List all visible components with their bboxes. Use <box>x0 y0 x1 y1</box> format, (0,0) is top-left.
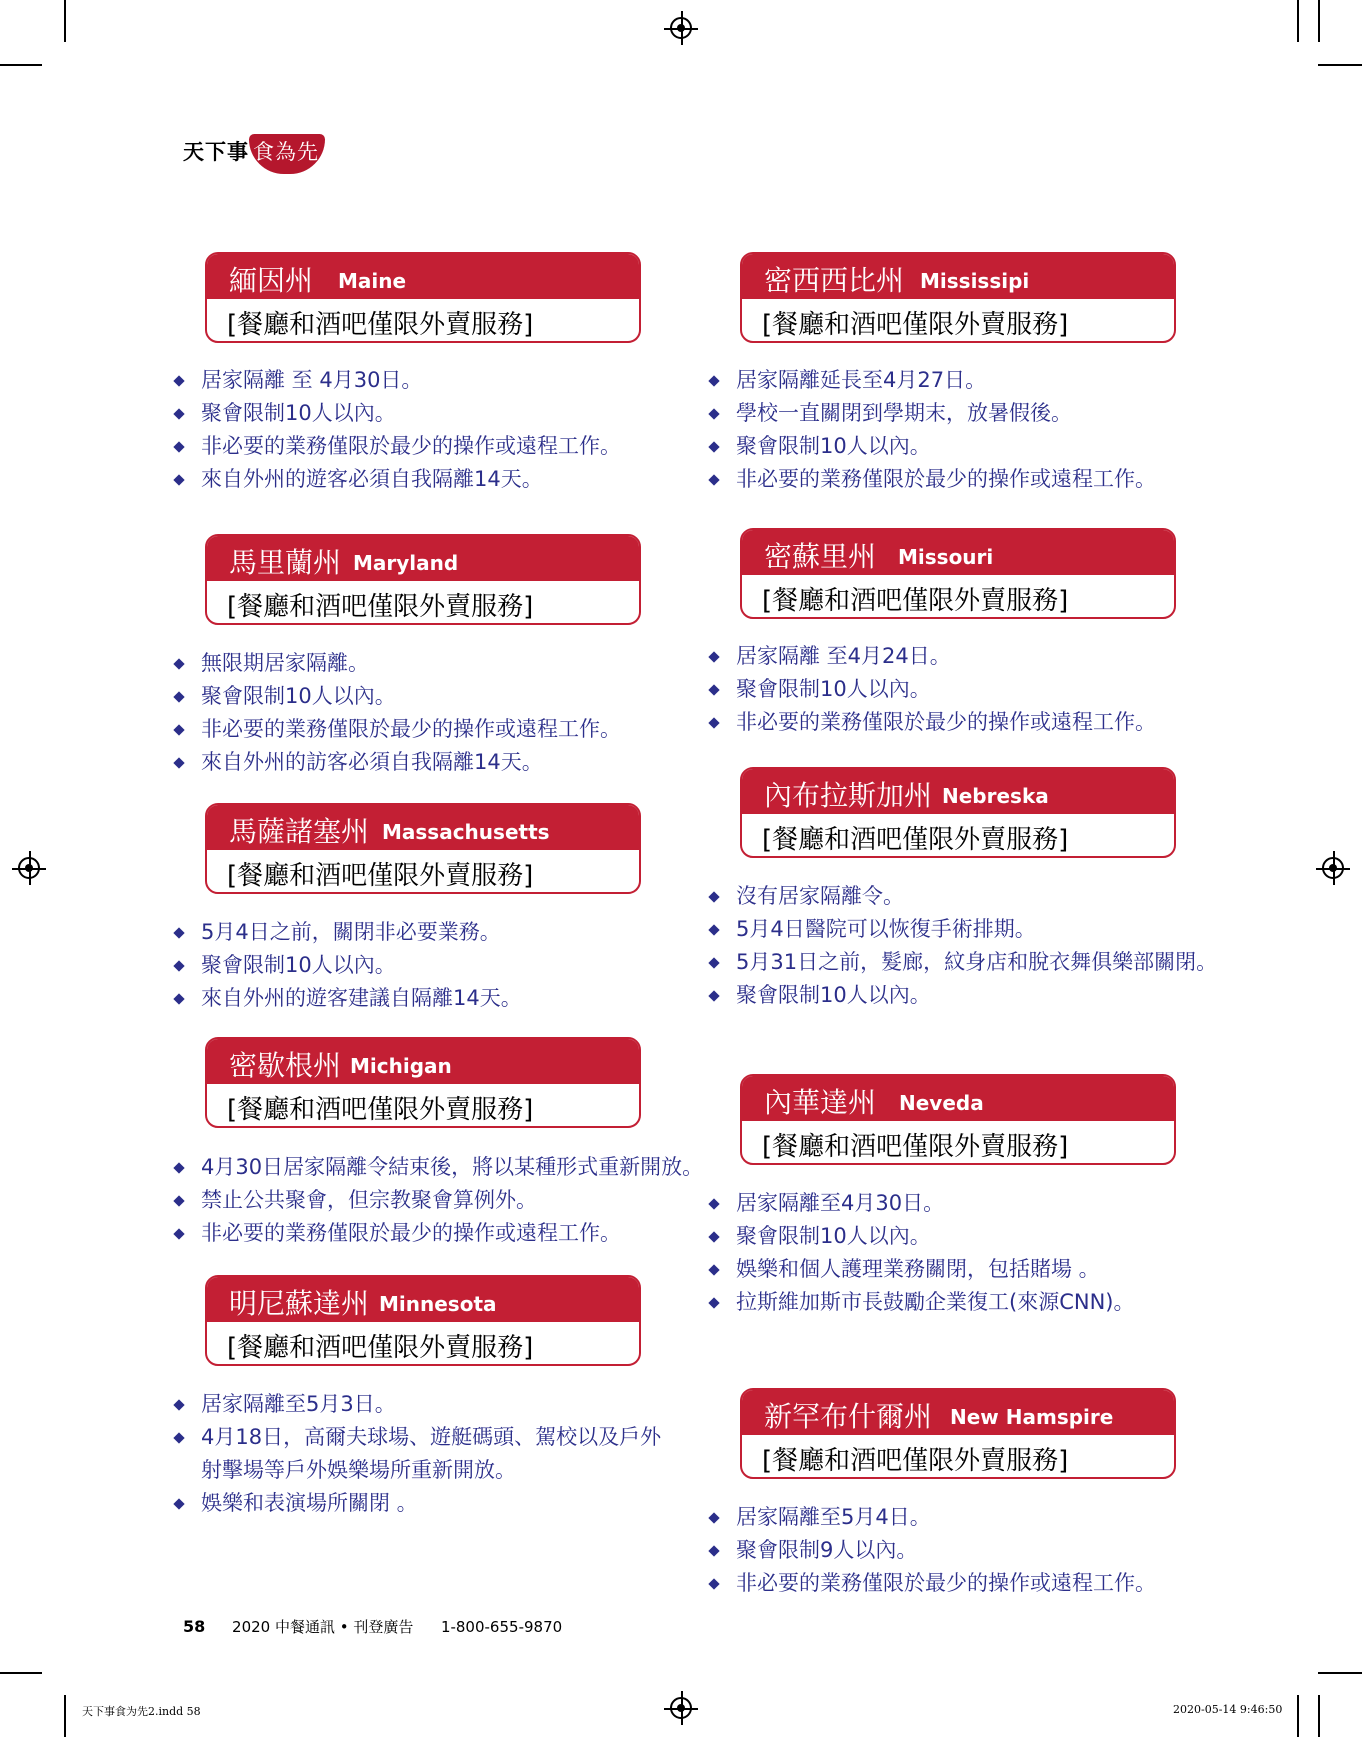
state-name-zh: 新罕布什爾州 <box>764 1400 933 1433</box>
bullet-list-missouri <box>708 640 1156 739</box>
state-name-en: New Hamspire <box>950 1405 1114 1429</box>
bullet-list-michigan <box>173 1151 703 1250</box>
bullet-list-new-hampshire <box>708 1501 1156 1600</box>
logo-text-right: 食為先 <box>253 140 319 164</box>
list-item: 娛樂和個人護理業務關閉，包括賭場 。 <box>708 1253 1134 1286</box>
state-card-maine <box>205 252 641 343</box>
state-name-en: Massachusetts <box>382 820 550 844</box>
diamond-bullet-icon <box>173 408 184 419</box>
bullet-list-mississippi <box>708 364 1156 496</box>
diamond-bullet-icon <box>173 960 184 971</box>
diamond-bullet-icon <box>173 757 184 768</box>
diamond-bullet-icon <box>173 375 184 386</box>
diamond-bullet-icon <box>173 1498 184 1509</box>
diamond-bullet-icon <box>173 927 184 938</box>
contact-phone: 1-800-655-9870 <box>440 1618 563 1636</box>
diamond-bullet-icon <box>173 1432 184 1443</box>
state-name-en: Minnesota <box>379 1292 497 1316</box>
state-name-en: Neveda <box>899 1091 984 1115</box>
diamond-bullet-icon <box>708 684 719 695</box>
state-name-en: Nebreska <box>942 784 1049 808</box>
list-item: 來自外州的遊客建議自隔離14天。 <box>173 982 522 1015</box>
diamond-bullet-icon <box>173 1399 184 1410</box>
publication-name: 2020 中餐通訊 • 刊登廣告 <box>232 1618 414 1636</box>
list-item: 聚會限制10人以內。 <box>708 979 1217 1012</box>
state-subtitle: [餐廳和酒吧僅限外賣服務] <box>762 310 1069 340</box>
list-item: 非必要的業務僅限於最少的操作或遠程工作。 <box>173 713 621 746</box>
diamond-bullet-icon <box>708 924 719 935</box>
list-item: 非必要的業務僅限於最少的操作或遠程工作。 <box>708 463 1156 496</box>
list-item: 5月31日之前，髮廊，紋身店和脫衣舞俱樂部關閉。 <box>708 946 1217 979</box>
crop-mark <box>64 0 66 42</box>
diamond-bullet-icon <box>708 1545 719 1556</box>
crop-mark <box>0 1672 42 1674</box>
crop-mark <box>1318 0 1320 42</box>
list-item: 居家隔離延長至4月27日。 <box>708 364 1156 397</box>
list-item: 聚會限制10人以內。 <box>173 680 621 713</box>
state-card-maryland <box>205 534 641 625</box>
list-item: 居家隔離 至 4月30日。 <box>173 364 621 397</box>
list-item: 娛樂和表演場所關閉 。 <box>173 1487 671 1520</box>
bullet-list-massachusetts <box>173 916 522 1015</box>
diamond-bullet-icon <box>708 441 719 452</box>
crop-mark <box>1318 1672 1362 1674</box>
state-subtitle: [餐廳和酒吧僅限外賣服務] <box>762 586 1069 616</box>
crop-mark <box>1297 1695 1299 1737</box>
diamond-bullet-icon <box>173 474 184 485</box>
state-subtitle: [餐廳和酒吧僅限外賣服務] <box>762 1446 1069 1476</box>
slug-timestamp: 2020-05-14 9:46:50 <box>1173 1703 1283 1716</box>
state-card-missouri <box>740 528 1176 619</box>
list-item: 非必要的業務僅限於最少的操作或遠程工作。 <box>173 430 621 463</box>
list-item: 聚會限制10人以內。 <box>173 949 522 982</box>
diamond-bullet-icon <box>708 408 719 419</box>
logo-text-left: 天下事 <box>183 140 249 164</box>
list-item: 學校一直關閉到學期末，放暑假後。 <box>708 397 1156 430</box>
list-item: 聚會限制9人以內。 <box>708 1534 1156 1567</box>
registration-mark-icon <box>670 17 692 39</box>
registration-mark-icon <box>1322 857 1344 879</box>
state-name-zh: 緬因州 <box>229 264 314 297</box>
list-item: 居家隔離 至4月24日。 <box>708 640 1156 673</box>
state-name-zh: 內華達州 <box>764 1086 877 1119</box>
list-item: 非必要的業務僅限於最少的操作或遠程工作。 <box>173 1217 703 1250</box>
list-item: 聚會限制10人以內。 <box>708 673 1156 706</box>
list-item: 居家隔離至5月4日。 <box>708 1501 1156 1534</box>
list-item: 5月4日醫院可以恢復手術排期。 <box>708 913 1217 946</box>
crop-mark <box>1318 1695 1320 1737</box>
state-name-en: Missouri <box>898 545 994 569</box>
state-card-minnesota <box>205 1275 641 1366</box>
state-name-zh: 密西西比州 <box>764 264 905 297</box>
crop-mark <box>1318 64 1362 66</box>
crop-mark <box>0 64 42 66</box>
diamond-bullet-icon <box>708 474 719 485</box>
state-name-zh: 密蘇里州 <box>764 540 877 573</box>
crop-mark <box>1297 0 1299 42</box>
page-number: 58 <box>183 1617 206 1636</box>
state-card-nevada <box>740 1074 1176 1165</box>
state-name-zh: 內布拉斯加州 <box>764 779 933 812</box>
list-item: 4月18日，高爾夫球場、遊艇碼頭、駕校以及戶外射擊場等戶外娛樂場所重新開放。 <box>173 1421 671 1487</box>
state-name-en: Michigan <box>350 1054 452 1078</box>
list-item: 4月30日居家隔離令結束後，將以某種形式重新開放。 <box>173 1151 703 1184</box>
registration-mark-icon <box>18 857 40 879</box>
state-subtitle: [餐廳和酒吧僅限外賣服務] <box>227 861 534 891</box>
state-card-new-hampshire <box>740 1388 1176 1479</box>
state-name-zh: 馬薩諸塞州 <box>229 815 370 848</box>
diamond-bullet-icon <box>173 1228 184 1239</box>
state-name-zh: 馬里蘭州 <box>229 546 342 579</box>
slug-filename: 天下事食为先2.indd 58 <box>82 1705 201 1718</box>
state-name-en: Maryland <box>353 551 459 575</box>
diamond-bullet-icon <box>708 1198 719 1209</box>
state-card-mississippi <box>740 252 1176 343</box>
bullet-list-nebraska <box>708 880 1217 1012</box>
state-name-en: Maine <box>338 269 407 293</box>
state-name-en: Mississipi <box>920 269 1030 293</box>
list-item: 5月4日之前，關閉非必要業務。 <box>173 916 522 949</box>
list-item: 來自外州的遊客必須自我隔離14天。 <box>173 463 621 496</box>
diamond-bullet-icon <box>708 990 719 1001</box>
list-item: 非必要的業務僅限於最少的操作或遠程工作。 <box>708 1567 1156 1600</box>
diamond-bullet-icon <box>708 375 719 386</box>
state-subtitle: [餐廳和酒吧僅限外賣服務] <box>762 1132 1069 1162</box>
bullet-list-minnesota <box>173 1388 671 1520</box>
state-subtitle: [餐廳和酒吧僅限外賣服務] <box>227 1333 534 1363</box>
state-subtitle: [餐廳和酒吧僅限外賣服務] <box>762 825 1069 855</box>
diamond-bullet-icon <box>173 441 184 452</box>
bullet-list-nevada <box>708 1187 1134 1319</box>
diamond-bullet-icon <box>173 993 184 1004</box>
list-item: 聚會限制10人以內。 <box>708 1220 1134 1253</box>
list-item: 聚會限制10人以內。 <box>708 430 1156 463</box>
list-item: 無限期居家隔離。 <box>173 647 621 680</box>
list-item: 居家隔離至5月3日。 <box>173 1388 671 1421</box>
list-item: 聚會限制10人以內。 <box>173 397 621 430</box>
list-item: 非必要的業務僅限於最少的操作或遠程工作。 <box>708 706 1156 739</box>
diamond-bullet-icon <box>173 724 184 735</box>
state-card-michigan <box>205 1037 641 1128</box>
diamond-bullet-icon <box>708 1512 719 1523</box>
bullet-list-maine <box>173 364 621 496</box>
state-subtitle: [餐廳和酒吧僅限外賣服務] <box>227 310 534 340</box>
list-item: 居家隔離至4月30日。 <box>708 1187 1134 1220</box>
diamond-bullet-icon <box>173 1162 184 1173</box>
list-item: 拉斯維加斯市長鼓勵企業復工(來源CNN)。 <box>708 1286 1134 1319</box>
page-footer <box>183 1616 562 1637</box>
state-name-zh: 明尼蘇達州 <box>229 1287 370 1320</box>
diamond-bullet-icon <box>708 1578 719 1589</box>
registration-mark-icon <box>670 1697 692 1719</box>
state-card-massachusetts <box>205 803 641 894</box>
diamond-bullet-icon <box>173 1195 184 1206</box>
diamond-bullet-icon <box>708 891 719 902</box>
diamond-bullet-icon <box>708 1264 719 1275</box>
diamond-bullet-icon <box>173 658 184 669</box>
diamond-bullet-icon <box>708 717 719 728</box>
state-card-nebraska <box>740 767 1176 858</box>
diamond-bullet-icon <box>708 1297 719 1308</box>
list-item: 來自外州的訪客必須自我隔離14天。 <box>173 746 621 779</box>
list-item: 禁止公共聚會，但宗教聚會算例外。 <box>173 1184 703 1217</box>
diamond-bullet-icon <box>708 1231 719 1242</box>
bullet-list-maryland <box>173 647 621 779</box>
state-subtitle: [餐廳和酒吧僅限外賣服務] <box>227 592 534 622</box>
diamond-bullet-icon <box>173 691 184 702</box>
diamond-bullet-icon <box>708 957 719 968</box>
list-item: 沒有居家隔離令。 <box>708 880 1217 913</box>
crop-mark <box>64 1695 66 1737</box>
state-name-zh: 密歇根州 <box>229 1049 342 1082</box>
state-subtitle: [餐廳和酒吧僅限外賣服務] <box>227 1095 534 1125</box>
diamond-bullet-icon <box>708 651 719 662</box>
